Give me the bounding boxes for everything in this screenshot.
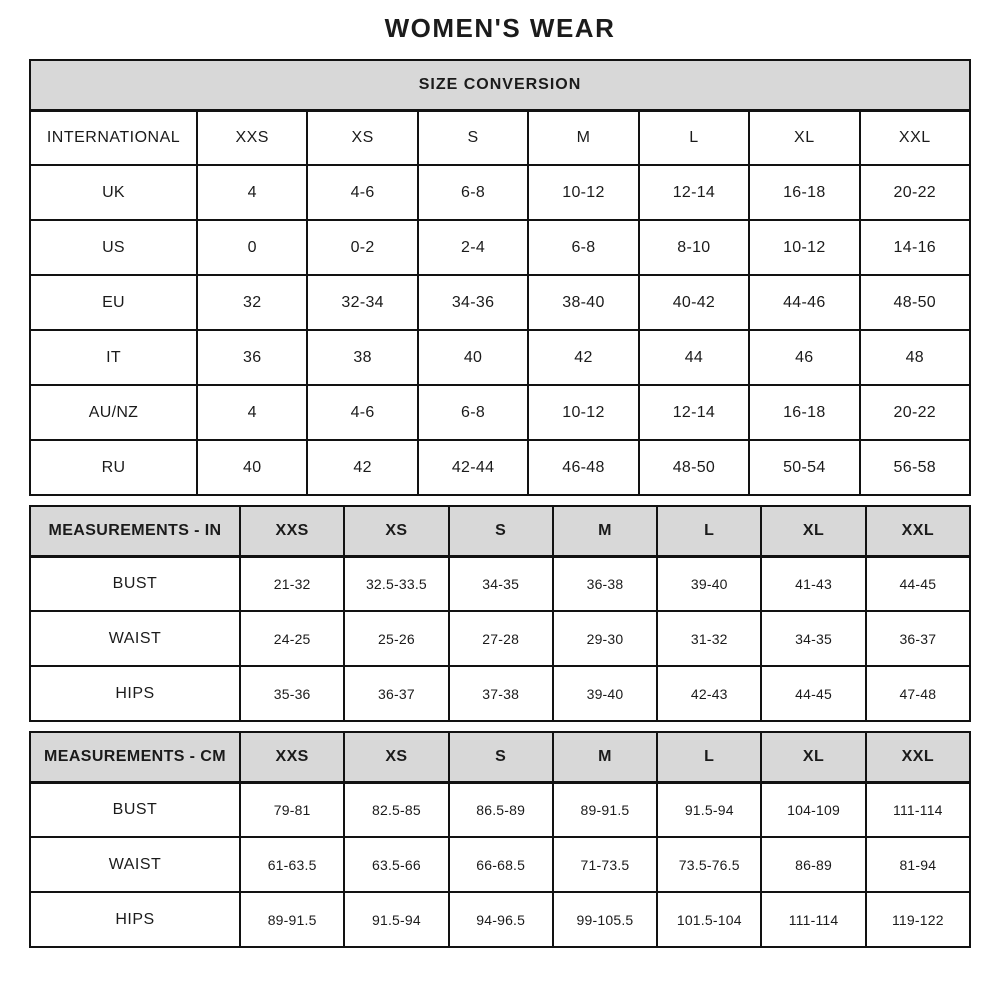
table-cell: 31-32 — [657, 611, 761, 666]
table-cell: 99-105.5 — [553, 892, 657, 947]
row-label: US — [30, 220, 197, 275]
table-cell: 46-48 — [528, 440, 638, 495]
table-cell: 39-40 — [657, 556, 761, 611]
column-header-xxs: XXS — [197, 110, 307, 165]
row-label: WAIST — [30, 611, 240, 666]
column-header-xl: XL — [761, 732, 865, 782]
column-header-m: M — [553, 732, 657, 782]
table-cell: 48-50 — [860, 275, 970, 330]
table-cell: 44-45 — [761, 666, 865, 721]
table-cell: 25-26 — [344, 611, 448, 666]
column-header-l: L — [639, 110, 749, 165]
table-cell: 89-91.5 — [553, 782, 657, 837]
column-header-xxl: XXL — [866, 732, 970, 782]
table-cell: 34-36 — [418, 275, 528, 330]
table-row — [30, 165, 970, 220]
table-cell: 111-114 — [761, 892, 865, 947]
table-cell: 82.5-85 — [344, 782, 448, 837]
table-cell: 91.5-94 — [344, 892, 448, 947]
table-cell: 42-43 — [657, 666, 761, 721]
table-cell: 34-35 — [449, 556, 553, 611]
table-cell: 41-43 — [761, 556, 865, 611]
page-title: WOMEN'S WEAR — [384, 13, 616, 43]
table-label-header: MEASUREMENTS - IN — [30, 506, 240, 556]
table-cell: 104-109 — [761, 782, 865, 837]
table-cell: 6-8 — [528, 220, 638, 275]
column-header-m: M — [528, 110, 638, 165]
table-cell: 111-114 — [866, 782, 970, 837]
table-cell: 27-28 — [449, 611, 553, 666]
table-cell: 12-14 — [639, 165, 749, 220]
table-cell: 20-22 — [860, 385, 970, 440]
table-cell: 16-18 — [749, 165, 859, 220]
table-cell: 29-30 — [553, 611, 657, 666]
column-header-xs: XS — [307, 110, 417, 165]
column-header-xxs: XXS — [240, 732, 344, 782]
table-row — [30, 782, 970, 837]
table-cell: 36-37 — [344, 666, 448, 721]
table-label-header: MEASUREMENTS - CM — [30, 732, 240, 782]
table-cell: 56-58 — [860, 440, 970, 495]
table-cell: 91.5-94 — [657, 782, 761, 837]
column-header-l: L — [657, 506, 761, 556]
table-cell: 47-48 — [866, 666, 970, 721]
table-cell: 48 — [860, 330, 970, 385]
table-cell: 40 — [197, 440, 307, 495]
table-row — [30, 275, 970, 330]
table-cell: 4-6 — [307, 165, 417, 220]
measurements-in-table — [29, 505, 971, 722]
table-cell: 73.5-76.5 — [657, 837, 761, 892]
row-label: BUST — [30, 782, 240, 837]
table-cell: 61-63.5 — [240, 837, 344, 892]
table-cell: 24-25 — [240, 611, 344, 666]
table-cell: 63.5-66 — [344, 837, 448, 892]
table-cell: 21-32 — [240, 556, 344, 611]
table-cell: 6-8 — [418, 165, 528, 220]
table-header-row — [30, 110, 970, 165]
table-cell: 32-34 — [307, 275, 417, 330]
row-label: AU/NZ — [30, 385, 197, 440]
table-row — [30, 556, 970, 611]
table-row — [30, 837, 970, 892]
table-header-row — [30, 732, 970, 782]
table-cell: 10-12 — [749, 220, 859, 275]
table-cell: 42 — [528, 330, 638, 385]
table-cell: 44-46 — [749, 275, 859, 330]
column-header-xxl: XXL — [866, 506, 970, 556]
table-cell: 20-22 — [860, 165, 970, 220]
table-cell: 66-68.5 — [449, 837, 553, 892]
table-cell: 38-40 — [528, 275, 638, 330]
table-title: SIZE CONVERSION — [30, 60, 970, 110]
table-cell: 37-38 — [449, 666, 553, 721]
table-cell: 89-91.5 — [240, 892, 344, 947]
table-cell: 4 — [197, 165, 307, 220]
table-cell: 16-18 — [749, 385, 859, 440]
table-cell: 46 — [749, 330, 859, 385]
table-row — [30, 611, 970, 666]
table-title-row — [30, 60, 970, 110]
table-cell: 4-6 — [307, 385, 417, 440]
table-cell: 0-2 — [307, 220, 417, 275]
table-cell: 35-36 — [240, 666, 344, 721]
measurements-cm-table — [29, 731, 971, 948]
table-cell: 44-45 — [866, 556, 970, 611]
row-label: HIPS — [30, 892, 240, 947]
row-label: EU — [30, 275, 197, 330]
column-header-s: S — [418, 110, 528, 165]
column-header-m: M — [553, 506, 657, 556]
table-cell: 4 — [197, 385, 307, 440]
table-cell: 10-12 — [528, 385, 638, 440]
column-header-xl: XL — [761, 506, 865, 556]
table-header-row — [30, 506, 970, 556]
table-row — [30, 330, 970, 385]
table-cell: 119-122 — [866, 892, 970, 947]
table-cell: 40-42 — [639, 275, 749, 330]
table-cell: 101.5-104 — [657, 892, 761, 947]
table-row — [30, 220, 970, 275]
table-row — [30, 892, 970, 947]
column-header-xxl: XXL — [860, 110, 970, 165]
row-label: RU — [30, 440, 197, 495]
table-cell: 71-73.5 — [553, 837, 657, 892]
table-cell: 40 — [418, 330, 528, 385]
row-label: UK — [30, 165, 197, 220]
table-cell: 94-96.5 — [449, 892, 553, 947]
table-row — [30, 666, 970, 721]
table-label-header: INTERNATIONAL — [30, 110, 197, 165]
table-cell: 36-38 — [553, 556, 657, 611]
table-cell: 42 — [307, 440, 417, 495]
table-cell: 34-35 — [761, 611, 865, 666]
table-cell: 44 — [639, 330, 749, 385]
column-header-l: L — [657, 732, 761, 782]
table-cell: 32 — [197, 275, 307, 330]
table-cell: 2-4 — [418, 220, 528, 275]
table-row — [30, 440, 970, 495]
row-label: WAIST — [30, 837, 240, 892]
table-cell: 36 — [197, 330, 307, 385]
table-cell: 86-89 — [761, 837, 865, 892]
table-cell: 79-81 — [240, 782, 344, 837]
table-cell: 39-40 — [553, 666, 657, 721]
row-label: IT — [30, 330, 197, 385]
column-header-xs: XS — [344, 506, 448, 556]
table-cell: 10-12 — [528, 165, 638, 220]
column-header-xs: XS — [344, 732, 448, 782]
table-cell: 36-37 — [866, 611, 970, 666]
row-label: BUST — [30, 556, 240, 611]
table-row — [30, 385, 970, 440]
table-cell: 38 — [307, 330, 417, 385]
size-conversion-table — [29, 59, 971, 496]
column-header-xxs: XXS — [240, 506, 344, 556]
table-cell: 8-10 — [639, 220, 749, 275]
table-cell: 81-94 — [866, 837, 970, 892]
table-cell: 0 — [197, 220, 307, 275]
row-label: HIPS — [30, 666, 240, 721]
column-header-xl: XL — [749, 110, 859, 165]
table-cell: 6-8 — [418, 385, 528, 440]
table-cell: 42-44 — [418, 440, 528, 495]
table-cell: 12-14 — [639, 385, 749, 440]
table-cell: 48-50 — [639, 440, 749, 495]
table-cell: 14-16 — [860, 220, 970, 275]
column-header-s: S — [449, 732, 553, 782]
table-cell: 32.5-33.5 — [344, 556, 448, 611]
table-cell: 50-54 — [749, 440, 859, 495]
table-cell: 86.5-89 — [449, 782, 553, 837]
column-header-s: S — [449, 506, 553, 556]
